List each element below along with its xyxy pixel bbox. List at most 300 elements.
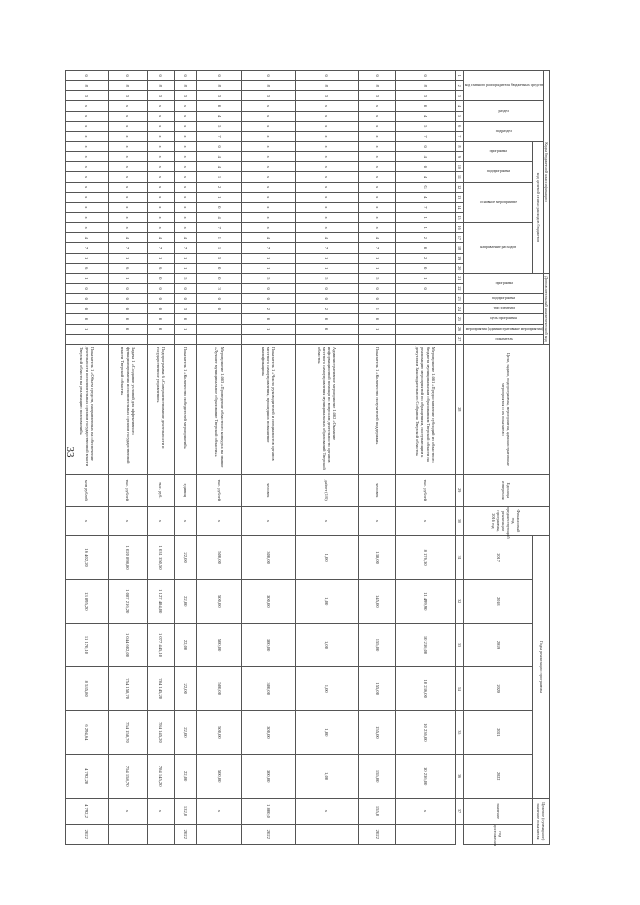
code-cell: 1 <box>65 324 108 334</box>
year-2020-header: 2020 <box>463 667 533 711</box>
code-cell <box>197 334 242 344</box>
column-index-cell: 1 <box>455 71 463 81</box>
code-cell: 2 <box>396 253 455 263</box>
year-value-cell: 784 145,20 <box>147 667 174 711</box>
year-value-cell: 500,00 <box>197 579 242 623</box>
row-base-2016: х <box>65 506 108 536</box>
code-cell: х <box>174 121 197 131</box>
table-row <box>359 71 396 845</box>
code-cell: х <box>242 212 295 222</box>
code-cell: 2 <box>242 304 295 314</box>
code-cell: 0 <box>197 71 242 81</box>
code-cell: х <box>65 192 108 202</box>
code-cell <box>65 334 108 344</box>
code-cell: х <box>147 152 174 162</box>
code-cell: х <box>65 131 108 141</box>
code-cell: 4 <box>396 111 455 121</box>
code-cell: 3 <box>108 91 147 101</box>
row-final-value: х <box>295 798 359 824</box>
column-index-cell: 5 <box>455 111 463 121</box>
code-cell <box>396 304 455 314</box>
row-base-2016: х <box>295 506 359 536</box>
code-cell: х <box>295 111 359 121</box>
unit-header: Единица измерения <box>463 474 549 506</box>
code-cell: х <box>359 162 396 172</box>
code-cell: х <box>108 162 147 172</box>
code-cell: х <box>147 111 174 121</box>
column-index-cell: 25 <box>455 314 463 324</box>
final-value-header: значение <box>463 798 533 824</box>
code-cell: 1 <box>174 263 197 273</box>
code-cell: 3 <box>359 91 396 101</box>
row-unit: человек <box>359 474 396 506</box>
code-cell: х <box>242 152 295 162</box>
table-row <box>65 71 108 845</box>
kbk-program-header: программа <box>463 141 533 161</box>
code-cell: х <box>295 202 359 212</box>
code-cell: 4 <box>147 233 174 243</box>
code-cell: х <box>242 172 295 182</box>
code-cell: 0 <box>396 243 455 253</box>
code-cell: 0 <box>295 294 359 304</box>
dop-goal-header: цель программы <box>463 314 543 324</box>
row-unit: единиц <box>174 474 197 506</box>
row-base-2016: х <box>242 506 295 536</box>
year-value-cell: 6 294,64 <box>65 711 108 755</box>
column-index-cell: 26 <box>455 324 463 334</box>
year-2022-header: 2022 <box>463 754 533 798</box>
row-unit: человек <box>242 474 295 506</box>
code-cell: х <box>147 223 174 233</box>
row-base-2016: х <box>108 506 147 536</box>
row-final-value: х <box>147 798 174 824</box>
row-unit: тыс. руб. <box>147 474 174 506</box>
row-unit: да/нет (1/0) <box>295 474 359 506</box>
code-cell: х <box>242 202 295 212</box>
column-index-cell: 17 <box>455 233 463 243</box>
code-cell: 1 <box>242 253 295 263</box>
code-cell: 3 <box>197 91 242 101</box>
column-index-cell: 6 <box>455 121 463 131</box>
column-index-cell: 10 <box>455 162 463 172</box>
column-index-cell: 36 <box>455 754 463 798</box>
column-index-cell: 14 <box>455 202 463 212</box>
code-cell: 3 <box>174 304 197 314</box>
code-cell: 7 <box>295 243 359 253</box>
code-cell: 0 <box>147 273 174 283</box>
code-cell: х <box>147 202 174 212</box>
year-value-cell: 300,00 <box>242 623 295 667</box>
code-cell: 8 <box>108 81 147 91</box>
code-cell: х <box>295 152 359 162</box>
code-cell: 4 <box>65 233 108 243</box>
code-cell: х <box>174 192 197 202</box>
code-cell: х <box>65 212 108 222</box>
code-cell: х <box>65 182 108 192</box>
code-cell: 0 <box>147 304 174 314</box>
year-value-cell: 145,00 <box>359 579 396 623</box>
code-cell: х <box>359 202 396 212</box>
year-value-cell: 10 236,00 <box>396 711 455 755</box>
column-index-cell: 2 <box>455 81 463 91</box>
code-cell: 7 <box>396 202 455 212</box>
year-value-cell: 155,00 <box>359 667 396 711</box>
code-cell: 8 <box>295 81 359 91</box>
column-index-cell: 9 <box>455 152 463 162</box>
code-cell: х <box>65 152 108 162</box>
table-body <box>65 71 463 845</box>
code-cell: х <box>242 121 295 131</box>
row-final-value: 132,0 <box>174 798 197 824</box>
code-cell: х <box>174 172 197 182</box>
final-year-header: год достижения <box>463 824 533 844</box>
column-index-cell: 19 <box>455 253 463 263</box>
column-index-row <box>455 71 463 845</box>
kbk-csr-header: код целевой статьи расходов бюджетов <box>533 141 544 273</box>
code-cell: 1 <box>174 324 197 334</box>
code-cell: 7 <box>396 131 455 141</box>
code-cell: 0 <box>359 71 396 81</box>
column-index-cell: 18 <box>455 243 463 253</box>
code-cell: 0 <box>396 141 455 151</box>
year-value-cell: 300,00 <box>242 754 295 798</box>
code-cell <box>359 334 396 344</box>
code-cell: х <box>359 212 396 222</box>
code-cell: 0 <box>108 304 147 314</box>
code-cell: х <box>174 182 197 192</box>
row-base-2016: х <box>147 506 174 536</box>
code-cell: 3 <box>197 283 242 293</box>
code-cell: 0 <box>108 71 147 81</box>
code-cell: 0 <box>174 283 197 293</box>
code-cell: х <box>295 172 359 182</box>
code-cell: х <box>174 212 197 222</box>
code-cell <box>396 294 455 304</box>
code-cell: х <box>65 121 108 131</box>
row-final-year: 2022 <box>359 824 396 844</box>
year-value-cell: 300,00 <box>242 711 295 755</box>
code-cell: 2 <box>396 233 455 243</box>
year-value-cell: 22,00 <box>174 711 197 755</box>
row-final-year <box>197 824 242 844</box>
year-value-cell: 500,00 <box>197 711 242 755</box>
year-value-cell: 1,00 <box>295 754 359 798</box>
year-value-cell: 300,00 <box>242 667 295 711</box>
code-cell: х <box>174 131 197 141</box>
code-cell: 0 <box>65 283 108 293</box>
column-index-cell: 8 <box>455 141 463 151</box>
code-cell: х <box>295 101 359 111</box>
code-cell: х <box>174 162 197 172</box>
dop-program-header: программа <box>463 273 543 293</box>
table-row <box>396 71 455 845</box>
year-value-cell: 155,00 <box>359 711 396 755</box>
code-cell: 0 <box>108 314 147 324</box>
code-cell: 2 <box>295 304 359 314</box>
code-cell: х <box>147 212 174 222</box>
column-index-cell: 7 <box>455 131 463 141</box>
column-index-cell: 4 <box>455 101 463 111</box>
code-cell: х <box>295 223 359 233</box>
code-cell: х <box>174 202 197 212</box>
year-value-cell: 754 158,70 <box>108 711 147 755</box>
column-index-cell: 32 <box>455 579 463 623</box>
code-cell: х <box>359 223 396 233</box>
row-final-year <box>295 824 359 844</box>
rotated-table-frame <box>79 70 550 846</box>
year-value-cell: 300,00 <box>242 579 295 623</box>
row-final-year: 2022 <box>65 824 108 844</box>
code-cell: 8 <box>197 81 242 91</box>
year-value-cell: 1 077 445,10 <box>147 623 174 667</box>
code-cell: 8 <box>359 81 396 91</box>
code-cell: 0 <box>147 71 174 81</box>
code-cell: х <box>65 223 108 233</box>
code-cell: х <box>242 192 295 202</box>
year-value-cell: 1,00 <box>295 711 359 755</box>
column-index-cell: 16 <box>455 223 463 233</box>
code-cell: 2 <box>197 182 242 192</box>
year-value-cell: 1,00 <box>295 667 359 711</box>
column-index-cell: 37 <box>455 798 463 824</box>
code-cell: 3 <box>147 91 174 101</box>
years-group-header: Годы реализации программы <box>533 536 550 798</box>
code-cell: 6 <box>65 263 108 273</box>
table-row <box>147 71 174 845</box>
year-value-cell: 1 127 484,00 <box>147 579 174 623</box>
dop-indicator-header: показатель <box>463 334 543 344</box>
code-cell: 1 <box>197 243 242 253</box>
code-cell: 1 <box>396 212 455 222</box>
code-cell: х <box>108 212 147 222</box>
code-cell: 5 <box>197 253 242 263</box>
code-cell: 0 <box>242 283 295 293</box>
row-final-year: 2022 <box>174 824 197 844</box>
code-cell: 0 <box>197 141 242 151</box>
year-value-cell: 754 158,70 <box>108 754 147 798</box>
code-cell: 5 <box>174 273 197 283</box>
code-cell: 0 <box>359 294 396 304</box>
code-cell: 4 <box>197 152 242 162</box>
code-cell: 0 <box>295 283 359 293</box>
goals-header: Цели, задачи, подпрограммы, мероприятия, административные мероприятия и их показатели <box>463 344 549 474</box>
code-cell: 0 <box>396 263 455 273</box>
code-cell: 8 <box>242 81 295 91</box>
year-2021-header: 2021 <box>463 711 533 755</box>
year-value-cell: 10 236,00 <box>396 667 455 711</box>
code-cell: х <box>147 101 174 111</box>
code-cell: х <box>108 223 147 233</box>
code-cell <box>197 314 242 324</box>
dop-code-group-header: Дополнительный аналитический код <box>544 273 550 344</box>
fin-2016-header: Финансовый год, предшествующий реализации программы, 2016 год <box>463 506 549 536</box>
year-value-cell: 13 895,20 <box>65 579 108 623</box>
code-cell: 8 <box>396 81 455 91</box>
code-cell: 1 <box>242 324 295 334</box>
year-value-cell: 10 236,00 <box>396 623 455 667</box>
year-value-cell: 1 020 898,80 <box>108 536 147 580</box>
year-value-cell: 1 044 602,00 <box>108 623 147 667</box>
code-cell: х <box>359 152 396 162</box>
code-cell: 7 <box>65 243 108 253</box>
code-cell <box>295 334 359 344</box>
code-cell: 5 <box>396 121 455 131</box>
year-value-cell: 22,00 <box>174 667 197 711</box>
code-cell: 0 <box>197 294 242 304</box>
year-value-cell: 500,00 <box>197 754 242 798</box>
row-final-year <box>147 824 174 844</box>
header-row-1 <box>544 71 550 845</box>
row-final-value: 1 800,0 <box>242 798 295 824</box>
code-cell: 7 <box>174 243 197 253</box>
code-cell: 1 <box>295 263 359 273</box>
code-cell: 0 <box>65 314 108 324</box>
code-cell: 3 <box>242 91 295 101</box>
code-cell: х <box>65 162 108 172</box>
code-cell <box>242 334 295 344</box>
code-cell: 0 <box>295 71 359 81</box>
code-cell: 7 <box>147 243 174 253</box>
row-description: Показатель 1 «Объем средств, направленных на обеспечение деятельности исполнительных органов государственной власти Тверской области на реализацию полномочий» <box>65 344 108 474</box>
year-value-cell: 8 176,30 <box>396 536 455 580</box>
row-base-2016: х <box>197 506 242 536</box>
code-cell: 1 <box>197 233 242 243</box>
code-cell: х <box>108 172 147 182</box>
column-index-cell: 23 <box>455 294 463 304</box>
code-cell: 3 <box>65 91 108 101</box>
code-cell: 0 <box>197 263 242 273</box>
row-description: Задача 1 «Создание условий для эффективного функционирования исполнительных органов государственной власти Тверской области» <box>108 344 147 474</box>
code-cell: х <box>242 223 295 233</box>
code-cell: х <box>147 182 174 192</box>
code-cell: 5 <box>197 121 242 131</box>
code-cell: 5 <box>242 273 295 283</box>
code-cell: 0 <box>147 314 174 324</box>
row-description: Показатель 1 «Количество победителей мероприятий» <box>174 344 197 474</box>
kbk-main-event-header: основное мероприятие <box>463 182 533 223</box>
code-cell: х <box>295 162 359 172</box>
code-cell: 0 <box>197 101 242 111</box>
column-index-cell: 27 <box>455 334 463 344</box>
code-cell: 0 <box>242 294 295 304</box>
column-index-cell: 20 <box>455 263 463 273</box>
column-index-cell: 35 <box>455 711 463 755</box>
code-cell: 0 <box>174 314 197 324</box>
code-cell: х <box>174 141 197 151</box>
year-value-cell: 1 031 350,50 <box>147 536 174 580</box>
code-cell: х <box>108 121 147 131</box>
code-cell: 0 <box>197 304 242 314</box>
row-unit: млн рублей <box>65 474 108 506</box>
code-cell: 1 <box>174 253 197 263</box>
column-index-cell: 13 <box>455 192 463 202</box>
row-base-2016: х <box>174 506 197 536</box>
code-cell: 0 <box>295 324 359 334</box>
code-cell: 4 <box>197 212 242 222</box>
code-cell: 4 <box>108 233 147 243</box>
column-index-cell: 29 <box>455 474 463 506</box>
code-cell: 5 <box>359 273 396 283</box>
year-2019-header: 2019 <box>463 623 533 667</box>
code-cell: х <box>108 131 147 141</box>
dop-subprogram-header: подпрограмма <box>463 294 543 304</box>
code-cell: 4 <box>174 233 197 243</box>
row-base-2016: х <box>359 506 396 536</box>
year-value-cell: 155,00 <box>359 623 396 667</box>
code-cell: 7 <box>242 243 295 253</box>
code-cell: 1 <box>108 253 147 263</box>
code-cell: 4 <box>359 233 396 243</box>
year-value-cell: 22,00 <box>174 754 197 798</box>
column-index-cell: 31 <box>455 536 463 580</box>
code-cell: 7 <box>197 131 242 141</box>
code-cell: 0 <box>197 273 242 283</box>
code-cell: 1 <box>359 324 396 334</box>
row-description: Подпрограмма 6 «Совершенствование деятельности и государственное управление» <box>147 344 174 474</box>
code-cell: 0 <box>147 294 174 304</box>
row-description: Мероприятие 1.001 «Предоставление субсидий из областного бюджета муниципальным образованиям Тверской области на реализацию мероприятий по обращениям, поступающим к депутатам Законодательного Собрания Тверской области» <box>396 344 455 474</box>
code-cell: х <box>147 131 174 141</box>
code-cell: х <box>108 192 147 202</box>
code-cell: 0 <box>108 294 147 304</box>
code-cell: х <box>295 141 359 151</box>
year-value-cell: 784 145,20 <box>147 754 174 798</box>
code-cell: х <box>147 192 174 202</box>
column-index-cell: 30 <box>455 506 463 536</box>
column-index-cell: 33 <box>455 623 463 667</box>
code-cell: х <box>108 141 147 151</box>
code-cell: х <box>242 101 295 111</box>
code-cell: х <box>359 121 396 131</box>
year-value-cell: 11 170,10 <box>65 623 108 667</box>
table-row <box>197 71 242 845</box>
code-cell: 1 <box>65 273 108 283</box>
code-cell: 7 <box>108 243 147 253</box>
code-cell: х <box>108 152 147 162</box>
code-cell: х <box>295 192 359 202</box>
code-cell: 0 <box>359 314 396 324</box>
year-value-cell: 1,00 <box>295 579 359 623</box>
row-unit: тыс. рублей <box>108 474 147 506</box>
code-cell: 0 <box>108 324 147 334</box>
year-value-cell: 11 499,90 <box>396 579 455 623</box>
code-cell: 0 <box>108 283 147 293</box>
row-final-year: 2022 <box>242 824 295 844</box>
code-cell <box>396 324 455 334</box>
code-cell: 0 <box>396 101 455 111</box>
code-cell: 8 <box>147 81 174 91</box>
year-value-cell: 500,00 <box>197 623 242 667</box>
column-index-cell: 28 <box>455 344 463 474</box>
year-value-cell: 138,00 <box>359 536 396 580</box>
row-description: Административное мероприятие 1.002 «Оказание информационной помощи по вопросам деятельности органов местного самоуправления муниципальных образований Тверской области» <box>295 344 359 474</box>
code-cell: 1 <box>65 253 108 263</box>
code-cell: х <box>242 111 295 121</box>
rotated-table-sheet <box>79 70 550 846</box>
code-cell: 6 <box>108 263 147 273</box>
code-cell: 3 <box>174 91 197 101</box>
dop-events-header: мероприятия (административные мероприятия) <box>463 324 543 334</box>
row-description: Показатель 1 «Количество получателей поддержки» <box>359 344 396 474</box>
code-cell: 4 <box>396 152 455 162</box>
kbk-razdel-header: раздел <box>463 101 543 121</box>
row-unit: тыс. рублей <box>197 474 242 506</box>
code-cell: 4 <box>242 233 295 243</box>
code-cell: 1 <box>242 263 295 273</box>
year-value-cell: 4 792,20 <box>65 754 108 798</box>
column-index-cell: 22 <box>455 283 463 293</box>
code-cell: х <box>108 101 147 111</box>
